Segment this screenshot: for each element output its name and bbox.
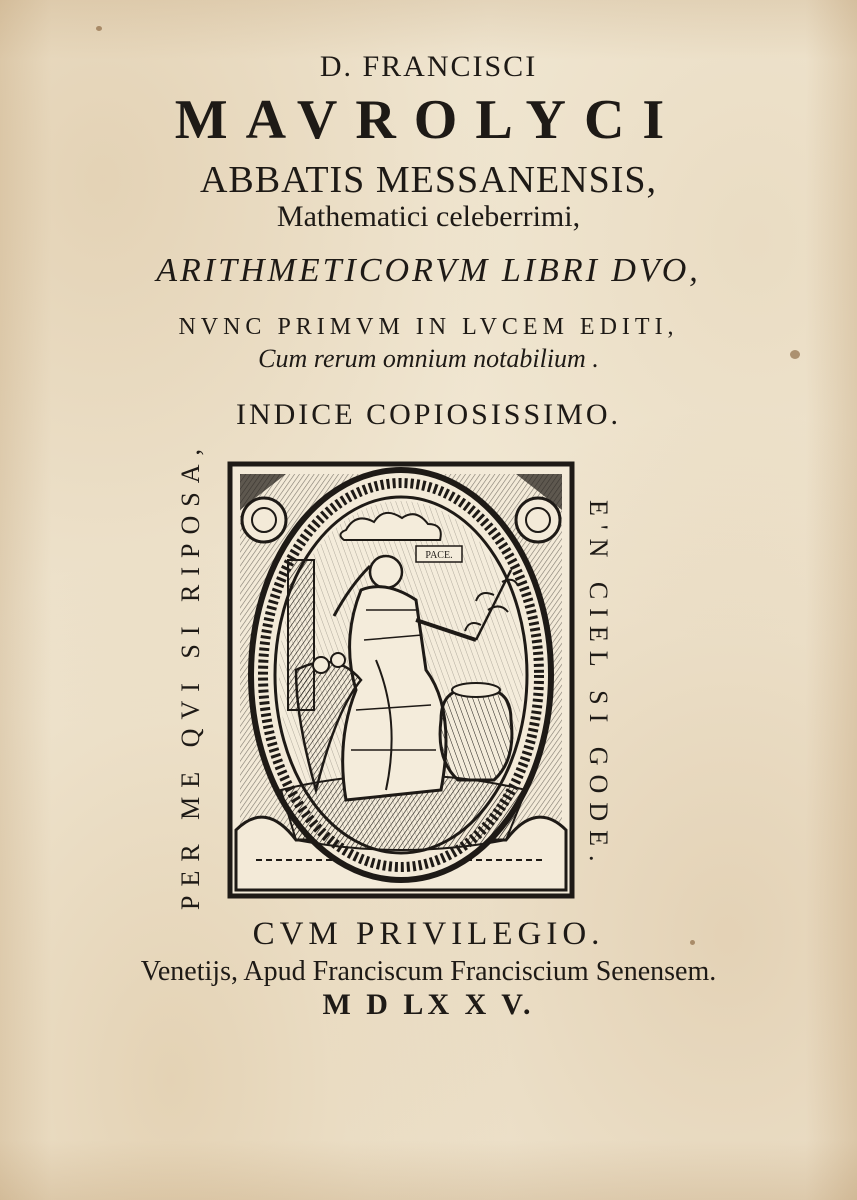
pace-banner-label: PACE. xyxy=(425,550,453,561)
printers-device-woodcut xyxy=(226,460,576,900)
printer-motto-right: E'N CIEL SI GODE. xyxy=(584,499,613,871)
imprint-place-printer: Venetijs, Apud Franciscum Franciscium Senensem. xyxy=(140,956,717,987)
author-name: MAVROLYCI xyxy=(174,89,683,151)
index-intro: Cum rerum omnium notabilium . xyxy=(258,344,599,373)
edition-statement: NVNC PRIMVM IN LVCEM EDITI, xyxy=(178,314,679,340)
index-statement: INDICE COPIOSISSIMO. xyxy=(235,398,622,431)
printer-motto-left: PER ME QVI SI RIPOSA, xyxy=(176,440,205,910)
foxing-spot xyxy=(96,26,102,31)
author-description: Mathematici celeberrimi, xyxy=(276,200,581,233)
author-prefix: D. FRANCISCI xyxy=(319,50,538,83)
privilege-statement: CVM PRIVILEGIO. xyxy=(252,916,605,952)
work-title: ARITHMETICORVM LIBRI DVO, xyxy=(156,252,701,289)
author-title: ABBATIS MESSANENSIS, xyxy=(199,159,658,201)
imprint-date: M D LX X V. xyxy=(322,988,535,1021)
